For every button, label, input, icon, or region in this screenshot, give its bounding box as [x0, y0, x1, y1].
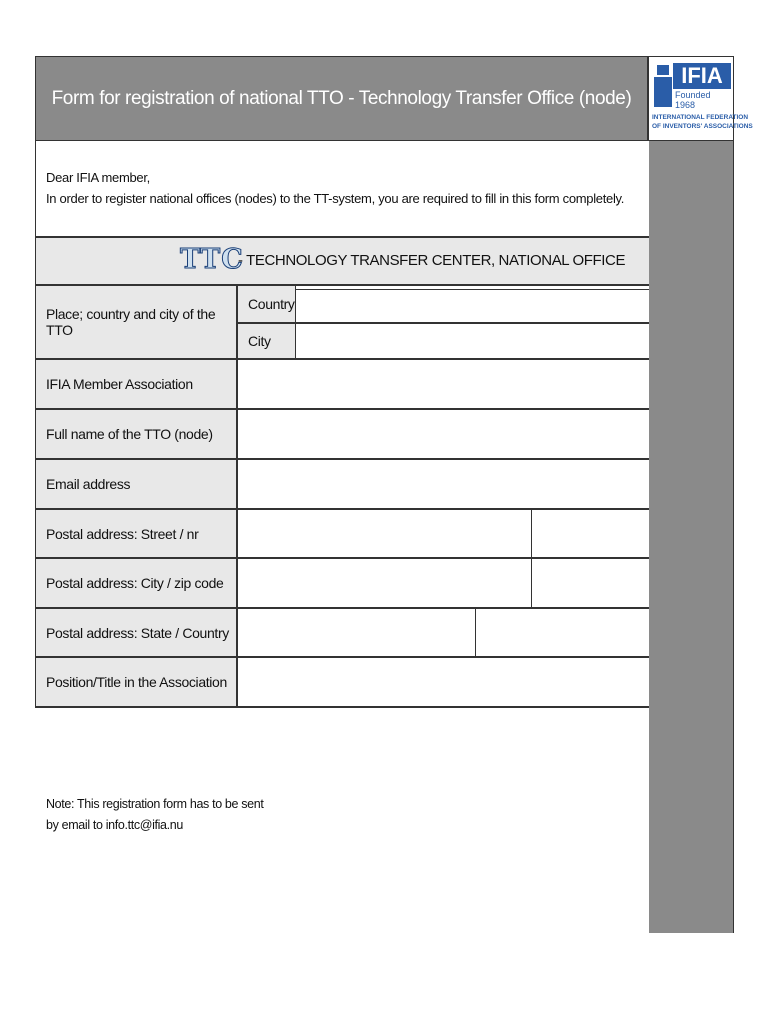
ttc-section-header	[35, 238, 649, 286]
place-label: Place; country and city of the TTO	[36, 286, 238, 358]
email-row	[35, 460, 649, 510]
street-number-input[interactable]	[532, 510, 649, 557]
state-input[interactable]	[238, 609, 475, 656]
city-input[interactable]	[296, 324, 649, 358]
place-row	[35, 286, 649, 360]
tto-name-row	[35, 410, 649, 460]
country-input[interactable]	[296, 289, 649, 323]
form-title: Form for registration of national TTO - Technology Transfer Office (node)	[51, 87, 632, 109]
member-association-input[interactable]	[238, 360, 649, 408]
city-zip-row	[35, 559, 649, 609]
position-label: Position/Title in the Association	[36, 658, 238, 706]
form-header	[35, 56, 648, 141]
tto-name-label: Full name of the TTO (node)	[36, 410, 238, 458]
member-association-label: IFIA Member Association	[36, 360, 238, 408]
logo-tagline-1: INTERNATIONAL FEDERATION	[652, 114, 749, 121]
city-zip-label: Postal address: City / zip code	[36, 559, 238, 607]
instruction-text: In order to register national offices (nodes) to the TT-system, you are required to fill in this form completely.	[46, 191, 625, 206]
submission-note	[46, 794, 263, 836]
logo-tagline-2: OF INVENTORS' ASSOCIATIONS	[652, 123, 753, 130]
street-input[interactable]	[238, 510, 531, 557]
country-label: Country	[238, 286, 296, 322]
greeting-text: Dear IFIA member,	[46, 170, 150, 185]
note-line-2: by email to info.ttc@ifia.nu	[46, 818, 183, 832]
ttc-logo: TTC	[180, 244, 244, 275]
state-country-label: Postal address: State / Country	[36, 609, 238, 656]
state-country-row	[35, 609, 649, 658]
right-side-column	[649, 141, 734, 933]
postal-city-input[interactable]	[238, 559, 531, 607]
ifia-logo	[648, 56, 753, 141]
postal-country-input[interactable]	[476, 609, 649, 656]
city-label: City	[238, 324, 296, 358]
logo-wordmark: IFIA	[673, 63, 731, 89]
intro-section	[35, 141, 649, 238]
ttc-title: - TECHNOLOGY TRANSFER CENTER, NATIONAL OFFICE	[238, 252, 626, 269]
position-row	[35, 658, 649, 708]
zip-code-input[interactable]	[532, 559, 649, 607]
member-association-row	[35, 360, 649, 410]
street-label: Postal address: Street / nr	[36, 510, 238, 557]
street-row	[35, 510, 649, 559]
email-input[interactable]	[238, 460, 649, 508]
tto-name-input[interactable]	[238, 410, 649, 458]
note-line-1: Note: This registration form has to be sent	[46, 797, 264, 811]
email-label: Email address	[36, 460, 238, 508]
logo-founded: Founded 1968	[675, 90, 711, 110]
position-input[interactable]	[238, 658, 649, 706]
